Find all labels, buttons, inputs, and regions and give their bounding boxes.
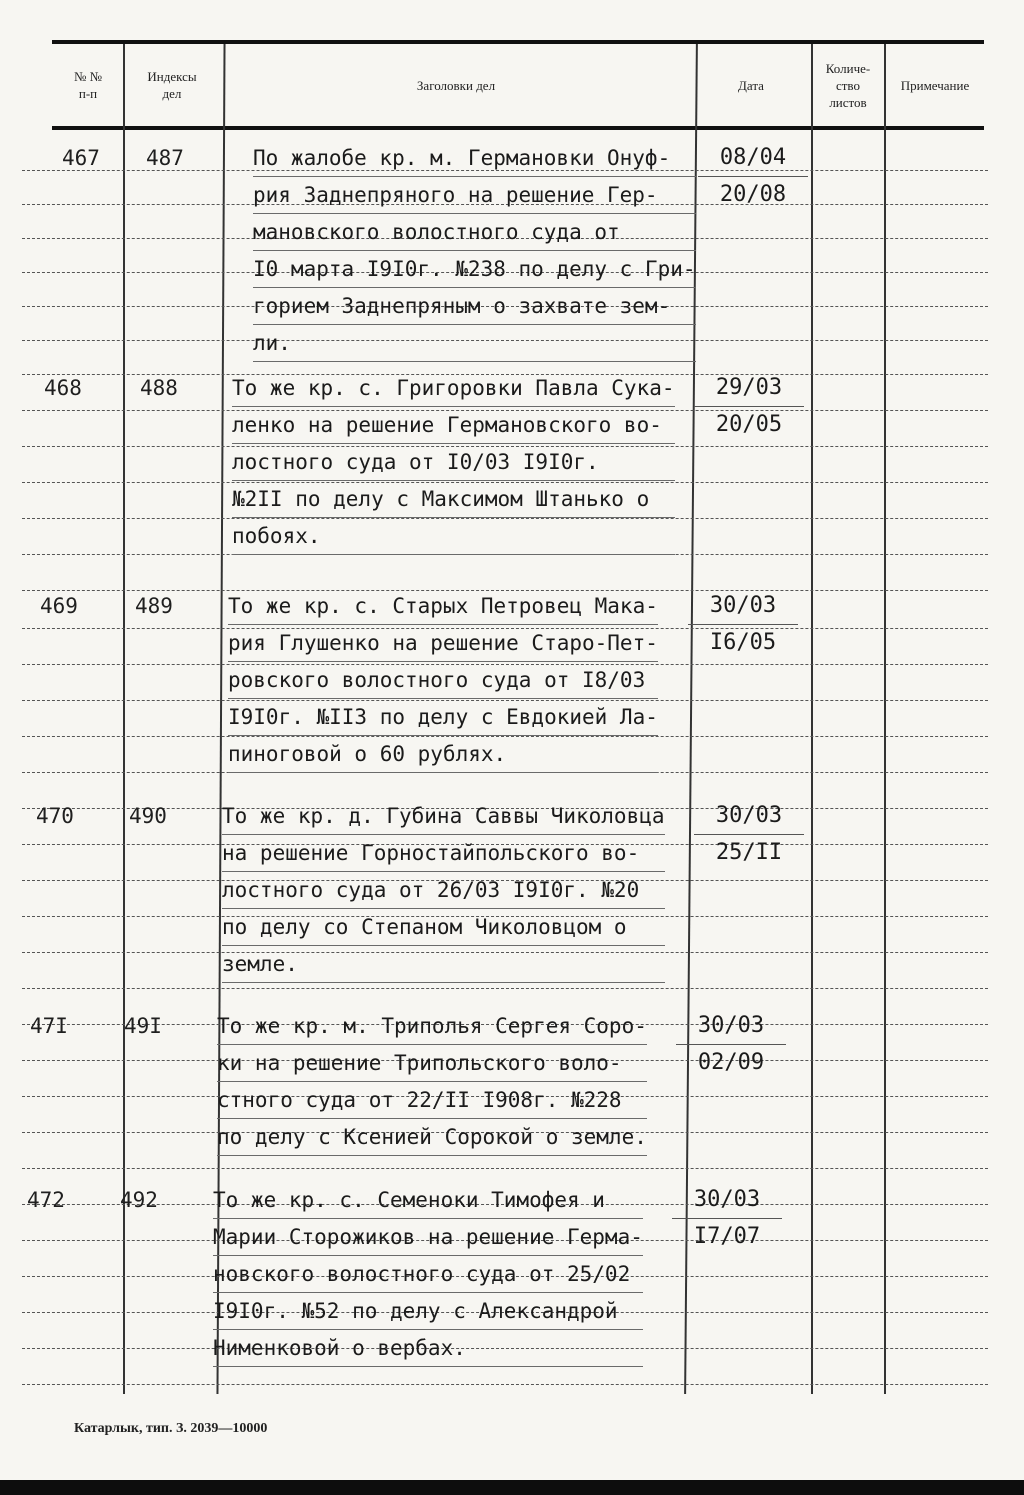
date-end: 20/08 [719,182,787,207]
entry-number: 470 [36,804,74,828]
header-col-index: Индексы дел [147,69,197,101]
header-col-date: Дата [738,77,764,93]
date-start: 30/03 [688,588,798,625]
entry-dates [688,588,798,661]
header-col-title: Заголовки дел [416,77,496,93]
entry-dates [694,370,804,443]
date-end: 02/09 [697,1050,765,1075]
entry-number: 47I [30,1014,68,1038]
date-start: 30/03 [672,1182,782,1219]
header-col-number: № № п-п [73,69,103,101]
entry-index: 492 [120,1188,158,1212]
entry-title: То же кр. д. Губина Саввы Чиколовца на решение Горностайпольского во- лостного суда от 26/03 I9I0г. №20 по делу со Степаном Чиколовцом о земле. [222,798,665,983]
entry-dates [672,1182,782,1255]
date-start: 08/04 [698,140,808,177]
entry-index: 489 [135,594,173,618]
entry-number: 468 [44,376,82,400]
entry-number: 469 [40,594,78,618]
entry-index: 49I [124,1014,162,1038]
entry-dates [676,1008,786,1081]
entry-title: То же кр. с. Семеноки Тимофея и Марии Сторожиков на решение Герма- новского волостного суда от 25/02 I9I0г. №52 по делу с Александрой Нименковой о вербах. [213,1182,643,1367]
entry-title: То же кр. с. Григоровки Павла Сука- ленко на решение Германовского во- лостного суда от I0/03 I9I0г. №2II по делу с Максимом Штанько о побоях. [232,370,675,555]
entry-title: То же кр. с. Старых Петровец Мака- рия Глушенко на решение Старо-Пет- ровского волостного суда от I8/03 I9I0г. №II3 по делу с Евдокией Ла- пиноговой о 60 рублях. [228,588,658,773]
entry-dates [694,798,804,871]
header-top-rule [52,40,984,44]
date-end: 20/05 [715,412,783,437]
entry-number: 472 [27,1188,65,1212]
header-bottom-rule [52,126,984,130]
entry-title: По жалобе кр. м. Германовки Онуф- рия Заднепряного на решение Гер- мановского волостного суда от I0 марта I9I0г. №238 по делу с Гри- горием Заднепряным о захвате зем- ли. [253,140,696,362]
date-end: I7/07 [693,1224,761,1249]
column-rule-sheets [811,44,813,1394]
date-start: 29/03 [694,370,804,407]
column-rule-note [884,44,886,1394]
entry-index: 488 [140,376,178,400]
entry-dates [698,140,808,213]
entry-index: 487 [146,146,184,170]
scan-bottom-edge [0,1480,1024,1495]
date-start: 30/03 [676,1008,786,1045]
printer-imprint: Катарлык, тип. З. 2039—10000 [74,1421,268,1436]
date-end: I6/05 [709,630,777,655]
entry-number: 467 [62,146,100,170]
date-end: 25/II [715,840,783,865]
entry-title: То же кр. м. Триполья Сергея Соро- ки на решение Трипольского воло- стного суда от 22/II I908г. №228 по делу с Ксенией Сорокой о земле. [217,1008,647,1156]
entry-index: 490 [129,804,167,828]
header-col-sheets: Количе- ство листов [825,60,871,110]
date-start: 30/03 [694,798,804,835]
header-col-note: Примечание [900,77,970,93]
